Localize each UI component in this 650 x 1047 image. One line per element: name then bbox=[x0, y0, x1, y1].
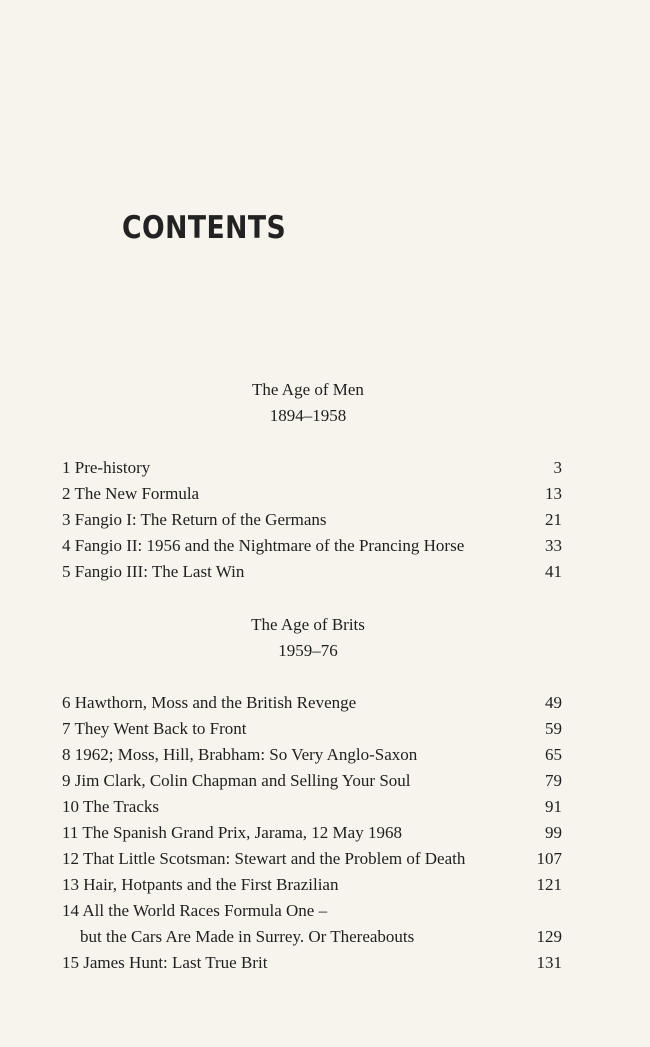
toc-entry[interactable] bbox=[62, 481, 562, 507]
page-number: 79 bbox=[545, 771, 562, 790]
chapter-title: Jim Clark, Colin Chapman and Selling Your Soul bbox=[74, 771, 411, 790]
toc-entry-continuation[interactable] bbox=[62, 924, 562, 950]
toc-entry[interactable] bbox=[62, 507, 562, 533]
chapter-number: 9 bbox=[62, 771, 71, 790]
part-years: 1894–1958 bbox=[269, 406, 347, 425]
page-number: 3 bbox=[553, 458, 562, 477]
toc-entry[interactable] bbox=[62, 716, 562, 742]
chapter-title: Fangio III: The Last Win bbox=[74, 562, 245, 581]
page-number: 33 bbox=[545, 536, 562, 555]
chapter-title: They Went Back to Front bbox=[74, 719, 247, 738]
toc-list-part-2 bbox=[62, 690, 562, 976]
chapter-title: Fangio II: 1956 and the Nightmare of the Prancing Horse bbox=[74, 536, 465, 555]
page-number: 21 bbox=[545, 510, 562, 529]
toc-entry[interactable] bbox=[62, 742, 562, 768]
toc-entry[interactable] bbox=[62, 455, 562, 481]
chapter-title: All the World Races Formula One – bbox=[82, 901, 328, 920]
toc-entry[interactable] bbox=[62, 950, 562, 976]
chapter-number: 2 bbox=[62, 484, 71, 503]
chapter-number: 5 bbox=[62, 562, 71, 581]
chapter-title: Pre-history bbox=[74, 458, 151, 477]
chapter-number: 4 bbox=[62, 536, 71, 555]
show-through-text bbox=[272, 64, 276, 77]
page-title: CONTENTS bbox=[122, 210, 287, 246]
page-number: 129 bbox=[536, 927, 562, 946]
toc-entry[interactable] bbox=[62, 794, 562, 820]
chapter-number: 12 bbox=[62, 849, 79, 868]
page-number: 59 bbox=[545, 719, 562, 738]
part-title: The Age of Brits bbox=[251, 615, 365, 634]
chapter-title: 1962; Moss, Hill, Brabham: So Very Anglo-Saxon bbox=[74, 745, 418, 764]
chapter-title: The New Formula bbox=[74, 484, 200, 503]
part-years: 1959–76 bbox=[278, 641, 338, 660]
chapter-title: Hawthorn, Moss and the British Revenge bbox=[74, 693, 357, 712]
page-number: 107 bbox=[536, 849, 562, 868]
chapter-number: 3 bbox=[62, 510, 71, 529]
page-number: 121 bbox=[536, 875, 562, 894]
page-number: 13 bbox=[545, 484, 562, 503]
chapter-title: Fangio I: The Return of the Germans bbox=[74, 510, 327, 529]
toc-list-part-1 bbox=[62, 455, 562, 585]
chapter-title: Hair, Hotpants and the First Brazilian bbox=[83, 875, 339, 894]
toc-entry[interactable] bbox=[62, 820, 562, 846]
chapter-title: The Spanish Grand Prix, Jarama, 12 May 1968 bbox=[82, 823, 402, 842]
chapter-number: 11 bbox=[62, 823, 79, 842]
page-number: 91 bbox=[545, 797, 562, 816]
page-number: 65 bbox=[545, 745, 562, 764]
show-through-heading bbox=[130, 240, 147, 291]
toc-entry[interactable] bbox=[62, 898, 562, 924]
page-number: 131 bbox=[536, 953, 562, 972]
toc-entry[interactable] bbox=[62, 846, 562, 872]
chapter-title: The Tracks bbox=[82, 797, 159, 816]
chapter-number: 1 bbox=[62, 458, 71, 477]
chapter-number: 14 bbox=[62, 901, 79, 920]
page-number: 99 bbox=[545, 823, 562, 842]
toc-entry[interactable] bbox=[62, 872, 562, 898]
chapter-number: 7 bbox=[62, 719, 71, 738]
part-title: The Age of Men bbox=[252, 380, 364, 399]
toc-entry[interactable] bbox=[62, 533, 562, 559]
chapter-number: 13 bbox=[62, 875, 79, 894]
chapter-title: James Hunt: Last True Brit bbox=[83, 953, 268, 972]
chapter-number: 8 bbox=[62, 745, 71, 764]
chapter-number: 10 bbox=[62, 797, 79, 816]
chapter-number: 15 bbox=[62, 953, 79, 972]
page-number: 49 bbox=[545, 693, 562, 712]
chapter-title: That Little Scotsman: Stewart and the Problem of Death bbox=[82, 849, 466, 868]
chapter-title-continuation: but the Cars Are Made in Surrey. Or Thereabouts bbox=[80, 927, 415, 946]
toc-entry[interactable] bbox=[62, 768, 562, 794]
toc-entry[interactable] bbox=[62, 559, 562, 585]
chapter-number: 6 bbox=[62, 693, 71, 712]
page-number: 41 bbox=[545, 562, 562, 581]
toc-entry[interactable] bbox=[62, 690, 562, 716]
